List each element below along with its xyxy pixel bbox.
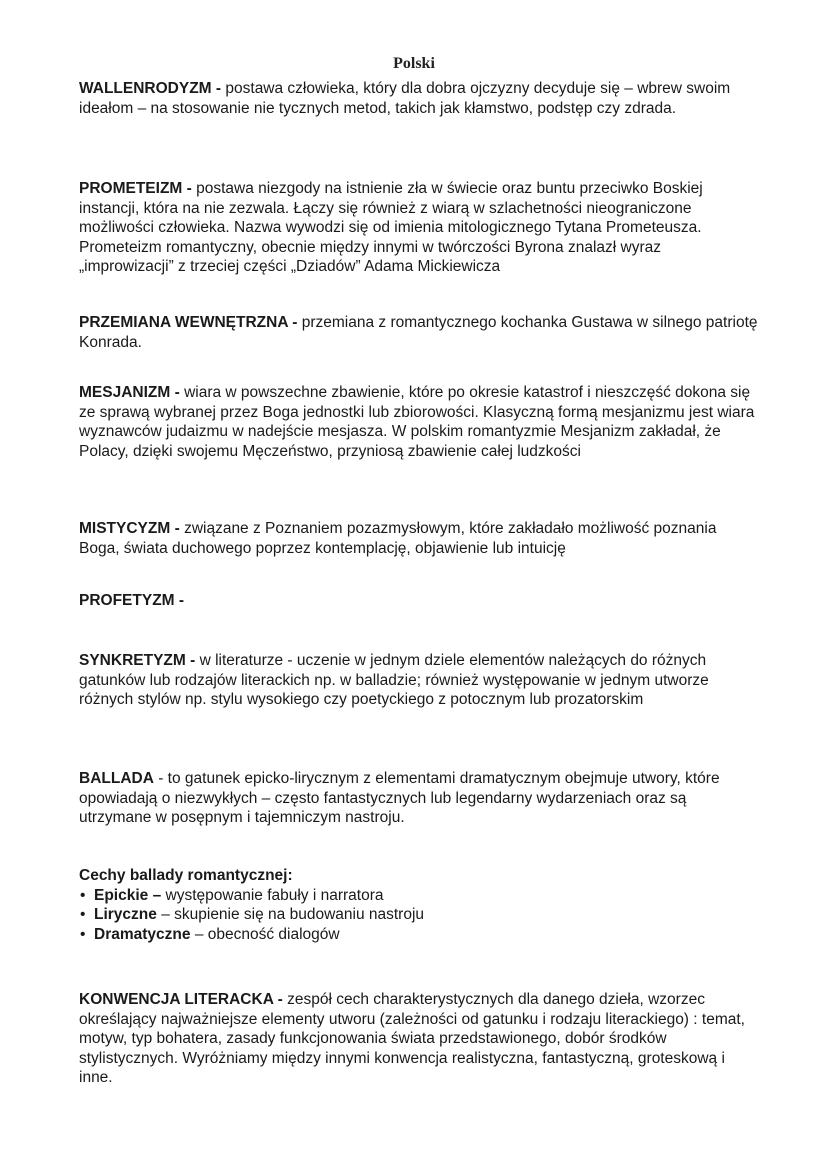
ballad-features-list	[79, 886, 759, 945]
entry-definition: związane z Poznaniem pozazmysłowym, które zakładało możliwość poznania Boga, świata duchowego poprzez kontemplację, objawienie lub intuicję	[79, 520, 717, 557]
entry-ballada	[79, 769, 759, 828]
feature-text: występowanie fabuły i narratora	[165, 886, 384, 904]
entry-term: PRZEMIANA WEWNĘTRZNA -	[79, 314, 298, 331]
entry-term: BALLADA	[79, 770, 154, 787]
entry-definition: wiara w powszechne zbawienie, które po okresie katastrof i nieszczęść dokona się ze sprawą wybranej przez Boga jednostki lub zbiorowości. Klasyczną formą mesjanizmu jest wiara wyznawców judaizmu w nadejście mesjasza. W polskim romantyzmie Mesjanizm zakładał, że Polacy, dzięki swojemu Męczeństwo, przyniosą zbawienie całej ludzkości	[79, 384, 755, 460]
entry-profetyzm	[79, 591, 759, 611]
entry-term: MISTYCYZM -	[79, 520, 180, 537]
page-title: Polski	[393, 55, 435, 72]
feature-term: Dramatyczne	[94, 925, 191, 943]
feature-term: Epickie –	[94, 886, 162, 904]
entry-term: PROMETEIZM -	[79, 180, 192, 197]
entry-prometeizm	[79, 179, 759, 277]
entry-definition: zespół cech charakterystycznych dla danego dzieła, wzorzec określający najważniejsze elementy utworu (zależności od gatunku i rodzaju literackiego) : temat, motyw, typ bohatera, zasady funkcjonowania świata przedstawionego, dobór środków stylistycznych. Wyróżniamy między innymi konwencja realistyczna, fantastyczną, groteskową i inne.	[79, 991, 745, 1087]
entry-mesjanizm	[79, 383, 759, 461]
feature-term: Liryczne	[94, 906, 157, 924]
entry-term: MESJANIZM -	[79, 384, 180, 401]
entry-synkretyzm	[79, 651, 759, 710]
entry-wallenrodyzm	[79, 79, 759, 118]
list-item	[79, 925, 759, 945]
feature-text: – obecność dialogów	[194, 925, 340, 943]
entry-definition: przemiana z romantycznego kochanka Gustawa w silnego patriotę Konrada.	[79, 314, 758, 351]
entry-przemiana-wewnetrzna	[79, 313, 759, 352]
entry-term: PROFETYZM -	[79, 592, 185, 609]
entry-definition: - to gatunek epicko-lirycznym z elementami dramatycznym obejmuje utwory, które opowiadają o niezwykłych – często fantastycznych lub legendarny wydarzeniach oraz są utrzymane w posępnym i tajemniczym nastroju.	[79, 770, 720, 827]
entry-definition: w literaturze - uczenie w jednym dziele elementów należących do różnych gatunków lub rodzajów literackich np. w balladzie; również występowanie w jednym utworze różnych stylów np. stylu wysokiego czy poetyckiego z potocznym lub prozatorskim	[79, 652, 709, 709]
entry-term: WALLENRODYZM -	[79, 80, 222, 97]
list-item	[79, 905, 759, 925]
entry-term: KONWENCJA LITERACKA -	[79, 991, 283, 1008]
entry-term: SYNKRETYZM -	[79, 652, 196, 669]
list-item	[79, 886, 759, 906]
entry-mistycyzm	[79, 519, 759, 558]
entry-definition: postawa niezgody na istnienie zła w świecie oraz buntu przeciwko Boskiej instancji, która na nie zezwala. Łączy się również z wiarą w szlachetności nieograniczone możliwości człowieka. Nazwa wywodzi się od imienia mitologicznego Tytana Prometeusza. Prometeizm romantyczny, obecnie między innymi w twórczości Byrona znalazł wyraz „improwizacji” z trzeciej części „Dziadów” Adama Mickiewicza	[79, 180, 703, 276]
ballad-features-heading: Cechy ballady romantycznej:	[79, 867, 293, 884]
feature-text: – skupienie się na budowaniu nastroju	[161, 906, 425, 924]
entry-definition: postawa człowieka, który dla dobra ojczyzny decyduje się – wbrew swoim ideałom – na stosowanie nie tycznych metod, takich jak kłamstwo, podstęp czy zdrada.	[79, 80, 731, 117]
ballad-features	[79, 866, 759, 944]
entry-konwencja-literacka	[79, 990, 759, 1088]
